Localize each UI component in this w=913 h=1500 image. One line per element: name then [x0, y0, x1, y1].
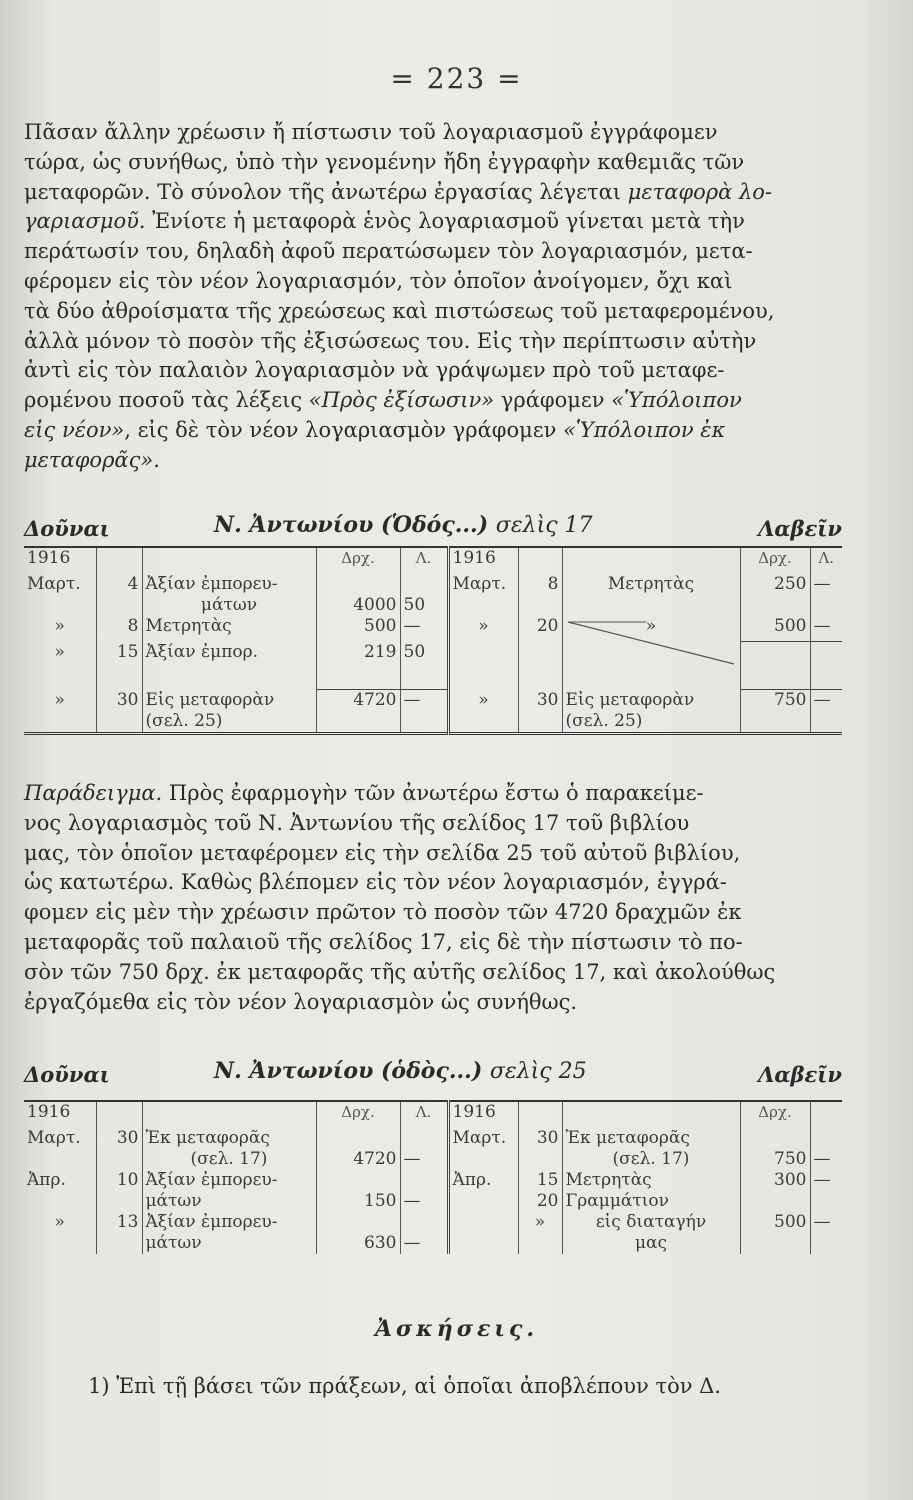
amount-total-cell: 4720	[316, 690, 400, 734]
day-cell: 30	[518, 1128, 562, 1170]
desc-cell: Ἀξίαν ἐμπορευ-	[145, 574, 278, 594]
desc-cell: (σελ. 17)	[612, 1149, 690, 1169]
day-cell: 8	[518, 574, 562, 616]
desc-cell: Μετρητὰς	[142, 616, 316, 642]
text-line: γράφομεν	[500, 388, 605, 413]
text-line: μας, τὸν ὁποῖον μεταφέρομεν εἰς τὴν σελίδα 25 τοῦ αὐτοῦ βιβλίου,	[24, 840, 741, 865]
month-cell: Ἀπρ.	[27, 1170, 66, 1190]
text-line: Ἐνίοτε ἡ μεταφορὰ ἑνὸς λογαριασμοῦ γίνεται μετὰ τὴν	[152, 209, 745, 234]
ledger1-table	[24, 546, 842, 735]
ledger2-title-row	[24, 1058, 842, 1090]
month-cell: Μαρτ.	[448, 574, 518, 616]
table-row	[24, 1101, 842, 1128]
text-line: σὸν τῶν 750 δρχ. ἐκ μεταφορᾶς τῆς αὐτῆς σελίδος 17, καὶ ἀκολούθως	[24, 959, 776, 984]
amount-cell: 630	[316, 1212, 400, 1254]
day-cell: 15	[536, 1170, 559, 1190]
amount-cell: 219	[316, 642, 400, 690]
day-cell: 15	[96, 642, 142, 690]
account-name: Ν. Ἀντωνίου (ὁδὸς...)	[214, 1058, 483, 1084]
ditto-cell: »	[54, 689, 65, 710]
quote-italic: εἰς νέον»	[24, 417, 125, 442]
lepta-cell: 50	[400, 642, 448, 690]
col-header-drachmas: Δρχ.	[740, 547, 810, 574]
cancel-stroke	[566, 620, 738, 668]
desc-cell: (σελ. 17)	[190, 1149, 268, 1169]
amount-cell: 4720	[316, 1128, 400, 1170]
day-cell: 8	[96, 616, 142, 642]
credit-label: Λαβεῖν	[758, 516, 842, 541]
lepta-cell: —	[810, 690, 842, 734]
desc-cell: Ἀξίαν ἐμπορευ-	[145, 1212, 278, 1232]
amount-cell: 4000	[316, 574, 400, 616]
lepta-cell: —	[810, 574, 842, 616]
day-cell: 10	[96, 1170, 142, 1212]
day-cell: 4	[96, 574, 142, 616]
table-row	[24, 690, 842, 734]
desc-cell: (σελ. 25)	[145, 710, 223, 731]
year-cell: 1916	[27, 548, 71, 568]
month-cell: Μαρτ.	[448, 1128, 518, 1170]
text-line: ἀλλὰ μόνον τὸ ποσὸν τῆς ἐξισώσεως του. Εἰς τὴν περίπτωσιν αὐτὴν	[24, 328, 757, 353]
text-line: ἀντὶ εἰς τὸν παλαιὸν λογαριασμὸν νὰ γράψωμεν πρὸ τοῦ μεταφε-	[24, 358, 725, 383]
text-line: τώρα, ὡς συνήθως, ὑπὸ τὴν γενομένην ἤδη ἐγγραφὴν καθεμιᾶς τῶν	[24, 149, 745, 174]
page-ref: σελὶς 25	[489, 1059, 587, 1084]
desc-cell: μας	[634, 1233, 668, 1253]
quote-italic: «Πρὸς ἐξίσωσιν»	[308, 388, 495, 413]
text-line: , εἰς δὲ τὸν νέον λογαριασμὸν γράφομεν	[124, 417, 557, 442]
lepta-cell: —	[400, 1170, 448, 1212]
text-line: ρομένου ποσοῦ τὰς λέξεις	[24, 388, 303, 413]
desc-cell: εἰς διαταγήν	[595, 1212, 707, 1232]
desc-cell: »	[562, 616, 740, 642]
table-row	[24, 1212, 842, 1254]
lepta-cell: —	[810, 1170, 842, 1212]
col-header-drachmas: Δρχ.	[316, 1101, 400, 1128]
lepta-cell: —	[810, 1128, 842, 1170]
desc-cell: Μετρητὰς	[565, 1170, 652, 1190]
table-row	[24, 574, 842, 616]
lepta-cell: 50	[400, 574, 448, 616]
lepta-cell: —	[400, 1128, 448, 1170]
amount-cell: 150	[316, 1170, 400, 1212]
month-cell: Ἀπρ.	[448, 1170, 518, 1212]
amount-cell: 300	[740, 1170, 810, 1212]
text-line: Πρὸς ἐφαρμογὴν τῶν ἀνωτέρω ἔστω ὁ παρακείμε-	[168, 781, 704, 805]
cancel-stroke-cell	[562, 642, 740, 690]
col-header-drachmas: Δρχ.	[316, 547, 400, 574]
ditto-cell: »	[518, 1212, 562, 1254]
term-italic: μεταφορὰ λο-	[627, 179, 773, 204]
text-line: Πᾶσαν ἄλλην χρέωσιν ἤ πίστωσιν τοῦ λογαριασμοῦ ἐγγράφομεν	[24, 120, 718, 144]
ledger1-title-row	[24, 512, 842, 544]
day-cell: 13	[96, 1212, 142, 1254]
desc-cell: μάτων	[200, 595, 258, 615]
amount-cell: 500	[740, 616, 810, 642]
year-cell: 1916	[27, 1102, 71, 1122]
desc-cell: Εἰς μεταφορὰν	[145, 689, 275, 710]
day-cell: 20	[518, 616, 562, 642]
text-line: ἐργαζόμεθα εἰς τὸν νέον λογαριασμὸν ὡς συνήθως.	[24, 989, 578, 1014]
lepta-cell: —	[810, 1212, 842, 1254]
page-ref: σελὶς 17	[495, 513, 593, 538]
exercises-heading: Ἀσκήσεις.	[374, 1316, 539, 1342]
desc-cell: Ἀξίαν ἐμπορευ-	[145, 1170, 278, 1190]
desc-cell: Ἀξίαν ἐμπορ.	[142, 642, 316, 690]
amount-total-cell: 750	[740, 690, 810, 734]
desc-cell: Γραμμάτιον	[565, 1191, 669, 1211]
ditto-cell: »	[54, 1212, 65, 1232]
lepta-cell: —	[810, 616, 842, 642]
month-cell: Μαρτ.	[27, 574, 81, 594]
lepta-cell: —	[400, 690, 448, 734]
quote-italic: «Ὑπόλοιπον	[611, 388, 742, 413]
text-line: φέρομεν εἰς τὸν νέον λογαριασμόν, τὸν ὁποῖον ἀνοίγομεν, ὄχι καὶ	[24, 268, 733, 293]
ledger2-table	[24, 1100, 842, 1254]
table-row	[24, 547, 842, 574]
lepta-cell: —	[400, 1212, 448, 1254]
ditto-cell: »	[448, 616, 518, 642]
desc-cell: μάτων	[145, 1191, 202, 1211]
col-header-drachmas: Δρχ.	[740, 1101, 810, 1128]
table-row	[24, 1170, 842, 1212]
text-line: φομεν εἰς μὲν τὴν χρέωσιν πρῶτον τὸ ποσὸν τῶν 4720 δραχμῶν ἐκ	[24, 900, 742, 925]
day-cell: 30	[518, 690, 562, 734]
quote-italic: μεταφορᾶς».	[24, 447, 160, 472]
amount-cell: 750	[740, 1128, 810, 1170]
text-line: μεταφορῶν. Τὸ σύνολον τῆς ἀνωτέρω ἐργασίας λέγεται	[24, 179, 622, 204]
month-cell: Μαρτ.	[27, 1128, 81, 1148]
exercise-item: 1) Ἐπὶ τῇ βάσει τῶν πράξεων, αἱ ὁποῖαι ἀποβλέπουν τὸν Δ.	[88, 1374, 722, 1398]
desc-cell: Εἰς μεταφορὰν	[565, 689, 695, 710]
text-line: μεταφορᾶς τοῦ παλαιοῦ τῆς σελίδος 17, εἰς δὲ τὴν πίστωσιν τὸ πο-	[24, 929, 743, 954]
text-line: ὡς κατωτέρω. Καθὼς βλέπομεν εἰς τὸν νέον λογαριασμόν, ἐγγρά-	[24, 870, 727, 895]
desc-cell: Ἐκ μεταφορᾶς	[565, 1128, 690, 1148]
text-line: νος λογαριασμὸς τοῦ Ν. Ἀντωνίου τῆς σελίδος 17 τοῦ βιβλίου	[24, 810, 690, 835]
desc-cell: Μετρητὰς	[562, 574, 740, 616]
desc-cell: μάτων	[145, 1233, 202, 1253]
year-cell: 1916	[448, 1101, 518, 1128]
day-cell: 30	[96, 1128, 142, 1170]
debit-label: Δοῦναι	[24, 516, 110, 541]
account-title	[214, 512, 593, 538]
year-cell: 1916	[448, 547, 518, 574]
lepta-cell: —	[400, 616, 448, 642]
day-cell: 20	[536, 1191, 559, 1211]
day-cell: 30	[96, 690, 142, 734]
desc-cell: Ἐκ μεταφορᾶς	[145, 1128, 270, 1148]
col-header-lepta: Λ.	[400, 547, 448, 574]
col-header-lepta: Λ.	[400, 1101, 448, 1128]
quote-italic: «Ὑπόλοιπον ἐκ	[563, 417, 726, 442]
page-number: = 223 =	[390, 62, 523, 95]
ditto-cell: »	[54, 616, 65, 636]
amount-cell: 250	[740, 574, 810, 616]
amount-cell: 500	[740, 1212, 810, 1254]
text-line: τὰ δύο ἀθροίσματα τῆς χρεώσεως καὶ πιστώσεως τοῦ μεταφερομένου,	[24, 298, 775, 323]
debit-label: Δοῦναι	[24, 1062, 110, 1087]
desc-cell: (σελ. 25)	[565, 710, 643, 731]
col-header-lepta: Λ.	[810, 547, 842, 574]
term-italic: Παράδειγμα.	[24, 781, 163, 805]
credit-label: Λαβεῖν	[758, 1062, 842, 1087]
ditto-cell: »	[54, 641, 65, 662]
table-row	[24, 642, 842, 690]
account-name: Ν. Ἀντωνίου (Ὁδός...)	[214, 512, 489, 538]
text-line: περάτωσίν του, δηλαδὴ ἀφοῦ περατώσωμεν τὸν λογαριασμόν, μετα-	[24, 239, 753, 264]
ditto-cell: »	[448, 690, 518, 734]
term-italic: γαριασμοῦ.	[24, 209, 146, 234]
table-row	[24, 1128, 842, 1170]
paragraph-intro	[24, 118, 842, 476]
account-title	[214, 1058, 587, 1084]
paragraph-example	[24, 779, 842, 1017]
amount-cell: 500	[316, 616, 400, 642]
